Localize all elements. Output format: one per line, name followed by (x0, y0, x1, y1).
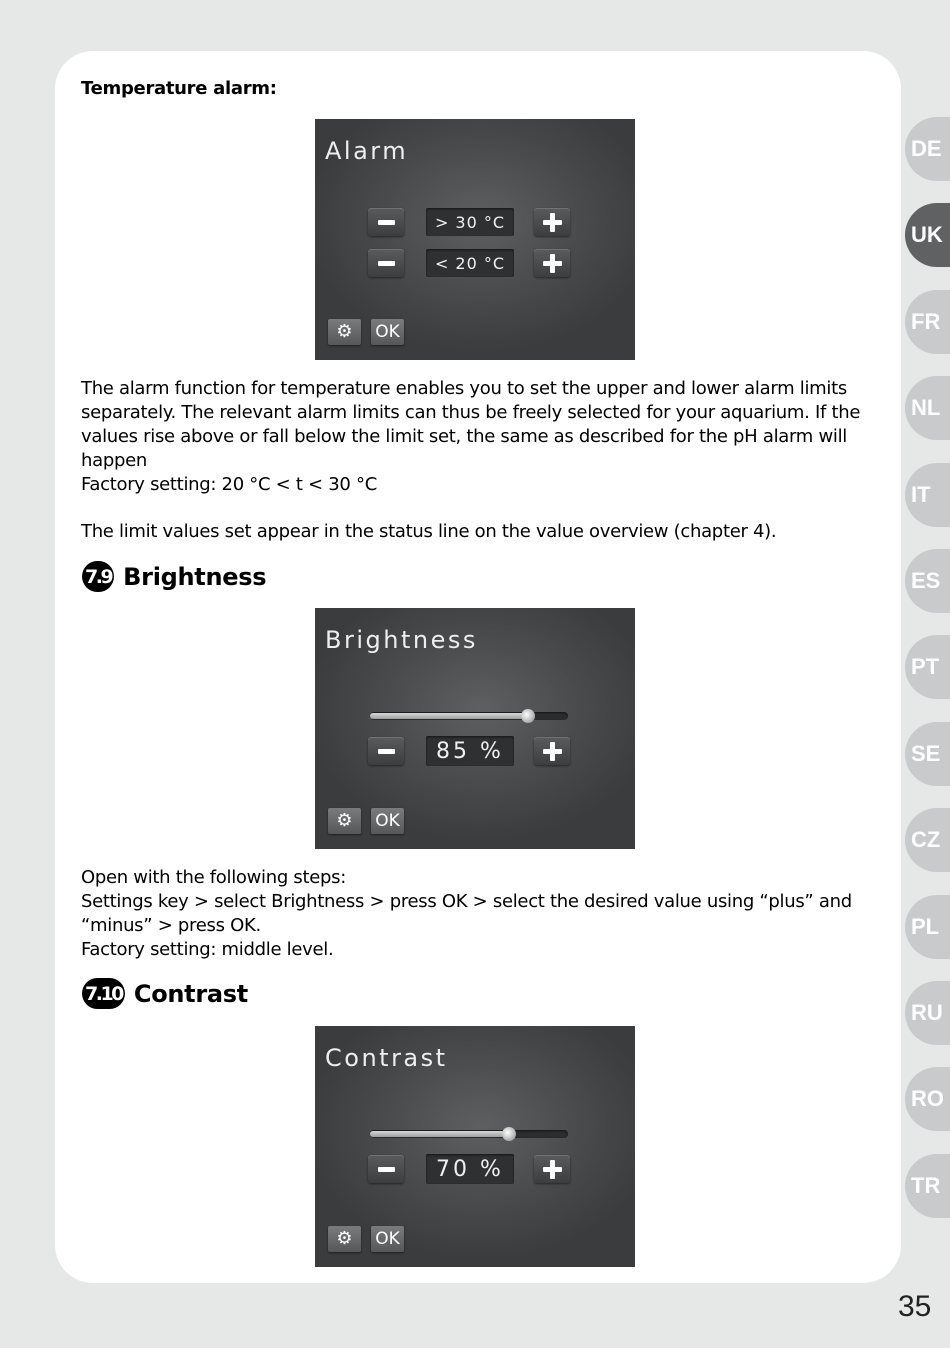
contrast-screen (315, 1026, 635, 1267)
ok-button[interactable]: OK (371, 319, 404, 345)
lower-limit-value: < 20 °C (426, 249, 514, 277)
language-tab-ro[interactable]: RO (905, 1067, 950, 1131)
contrast-value: 70 % (426, 1154, 514, 1184)
gear-icon: ⚙ (336, 810, 353, 831)
language-tab-nl[interactable]: NL (905, 376, 950, 440)
gear-icon: ⚙ (336, 321, 353, 342)
lower-plus-button[interactable] (534, 249, 570, 277)
upper-plus-button[interactable] (534, 208, 570, 236)
brightness-steps-detail: Settings key > select Brightness > press OK > select the desired value using “plus” and “minus” > press OK. (81, 891, 852, 936)
brightness-slider-handle[interactable] (521, 709, 535, 723)
contrast-slider[interactable] (370, 1130, 568, 1138)
language-tab-cz[interactable]: CZ (905, 808, 950, 872)
minus-icon (378, 749, 395, 754)
contrast-slider-fill (370, 1131, 509, 1137)
brightness-slider-fill (370, 713, 528, 719)
minus-icon (378, 1167, 395, 1172)
alarm-screen (315, 119, 635, 360)
brightness-plus-button[interactable] (534, 737, 570, 765)
brightness-text (81, 866, 881, 962)
temperature-alarm-heading: Temperature alarm: (81, 78, 277, 99)
language-tab-de[interactable]: DE (905, 117, 950, 181)
alarm-description: The alarm function for temperature enables you to set the upper and lower alarm limits separately. The relevant alarm limits can thus be freely selected for your aquarium. If the values rise above or fall below the limit set, the same as described for the pH alarm will happen (81, 378, 861, 471)
lower-minus-button[interactable] (368, 249, 404, 277)
language-tab-pt[interactable]: PT (905, 635, 950, 699)
language-tab-it[interactable]: IT (905, 463, 950, 527)
settings-button[interactable] (328, 1226, 361, 1252)
plus-icon (543, 1160, 562, 1179)
upper-limit-value: > 30 °C (426, 208, 514, 236)
brightness-screen (315, 608, 635, 849)
brightness-open-steps: Open with the following steps: (81, 867, 346, 888)
contrast-title: Contrast (133, 979, 248, 1008)
language-tab-fr[interactable]: FR (905, 290, 950, 354)
contrast-plus-button[interactable] (534, 1155, 570, 1183)
brightness-value: 85 % (426, 736, 514, 766)
alarm-status-note: The limit values set appear in the status line on the value overview (chapter 4). (81, 521, 777, 542)
settings-button[interactable] (328, 808, 361, 834)
minus-icon (378, 261, 395, 266)
page-number: 35 (898, 1290, 932, 1323)
alarm-factory-setting: Factory setting: 20 °C < t < 30 °C (81, 474, 377, 495)
brightness-heading (82, 561, 266, 592)
plus-icon (543, 254, 562, 273)
brightness-slider[interactable] (370, 712, 568, 720)
language-tab-es[interactable]: ES (905, 549, 950, 613)
upper-minus-button[interactable] (368, 208, 404, 236)
ok-button[interactable]: OK (371, 808, 404, 834)
language-tab-se[interactable]: SE (905, 722, 950, 786)
section-number-badge: 7.9 (82, 561, 114, 592)
contrast-heading (82, 978, 248, 1009)
brightness-factory-setting: Factory setting: middle level. (81, 939, 334, 960)
gear-icon: ⚙ (336, 1228, 353, 1249)
brightness-screen-title: Brightness (325, 626, 478, 654)
plus-icon (543, 742, 562, 761)
language-tab-tr[interactable]: TR (905, 1154, 950, 1218)
language-tab-pl[interactable]: PL (905, 895, 950, 959)
minus-icon (378, 220, 395, 225)
contrast-screen-title: Contrast (325, 1044, 448, 1072)
plus-icon (543, 213, 562, 232)
temperature-alarm-text (81, 377, 881, 544)
alarm-screen-title: Alarm (325, 137, 409, 165)
section-number-badge: 7.10 (82, 978, 125, 1009)
settings-button[interactable] (328, 319, 361, 345)
brightness-minus-button[interactable] (368, 737, 404, 765)
brightness-title: Brightness (123, 562, 267, 591)
ok-button[interactable]: OK (371, 1226, 404, 1252)
language-tab-uk[interactable]: UK (905, 203, 950, 267)
contrast-slider-handle[interactable] (502, 1127, 516, 1141)
contrast-minus-button[interactable] (368, 1155, 404, 1183)
language-tab-ru[interactable]: RU (905, 981, 950, 1045)
